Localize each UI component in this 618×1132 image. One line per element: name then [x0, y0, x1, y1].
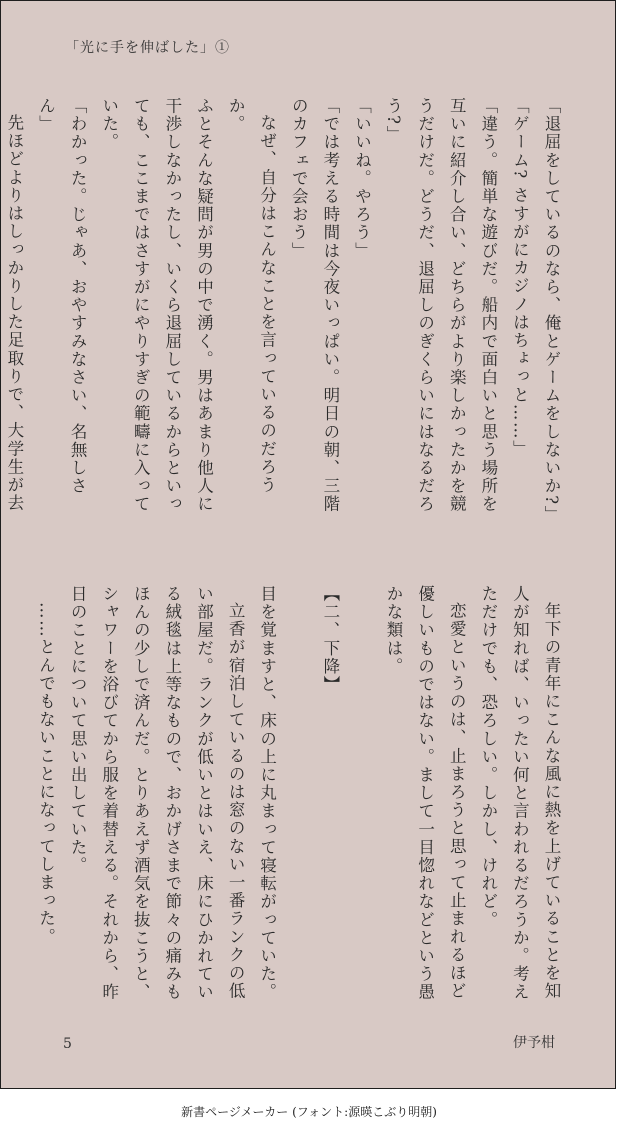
narration-paragraph: ……とんでもないことになってしまった。 — [36, 601, 56, 946]
blank-line — [283, 585, 315, 1010]
page-number: 5 — [63, 1036, 72, 1052]
body-text-upper-block — [0, 97, 567, 522]
narration-paragraph: なぜ、自分はこんなことを言っているのだろうか。 — [226, 97, 277, 494]
narration-paragraph: 先ほどよりはしっかりした足取りで、大学生が去 — [4, 113, 24, 512]
narration-paragraph: ふとそんな疑問が男の中で湧く。男はあまり他人に干渉しなかったし、いくら退屈しているからといっても、ここまではさすがにやりすぎの範疇に入っていた。 — [99, 97, 214, 514]
body-text-lower-block — [30, 585, 567, 1010]
narration-paragraph: 立香が宿泊しているのは窓のない一番ランクの低い部屋だ。ランクが低いとはいえ、床にひかれている絨毯は上等なもので、おかげさまで節々の痛みもほんの少しで済んだ。とりあえず酒気を抜こうと、シャワーを浴びてから服を着替える。それから、昨日のことについて思い出していた。 — [68, 585, 246, 1002]
blank-line — [346, 585, 378, 1010]
dialogue-line: 「ゲーム? さすがにカジノはちょっと……」 — [510, 97, 530, 459]
narration-paragraph: 恋愛というのは、止まろうと思って止まれるほど優しいものではない。まして一目惚れなどという愚かな類は。 — [384, 585, 467, 1002]
page-header-title: 「光に手を伸ばした」① — [65, 40, 230, 56]
dialogue-line: 「わかった。じゃあ、おやすみなさい、名無しさん」 — [36, 97, 88, 496]
chapter-heading: 【二、下降】 — [320, 585, 340, 694]
dialogue-line: 「いいね。やろう」 — [352, 97, 372, 260]
narration-paragraph: 年下の青年にこんな風に熱を上げていることを知人が知れば、いったい何と言われるだろうか。考えただけでも、恐ろしい。しかし、けれど。 — [478, 585, 561, 1002]
author-name: 伊予柑 — [513, 1035, 555, 1051]
dialogue-line: 「違う。簡単な遊びだ。船内で面白いと思う場所を互いに紹介し合い、どちらがより楽しかったかを競うだけだ。どうだ、退屈しのぎくらいにはなるだろう?」 — [384, 97, 498, 514]
dialogue-line: 「退屈をしているのなら、俺とゲームをしないか?」 — [542, 97, 561, 524]
narration-paragraph: 目を覚ますと、床の上に丸まって寝転がっていた。 — [257, 585, 277, 1002]
generator-caption: 新書ページメーカー (フォント:源暎こぶり明朝) — [181, 1105, 437, 1119]
dialogue-line: 「では考える時間は今夜いっぱい。明日の朝、三階のカフェで会おう」 — [289, 97, 340, 514]
